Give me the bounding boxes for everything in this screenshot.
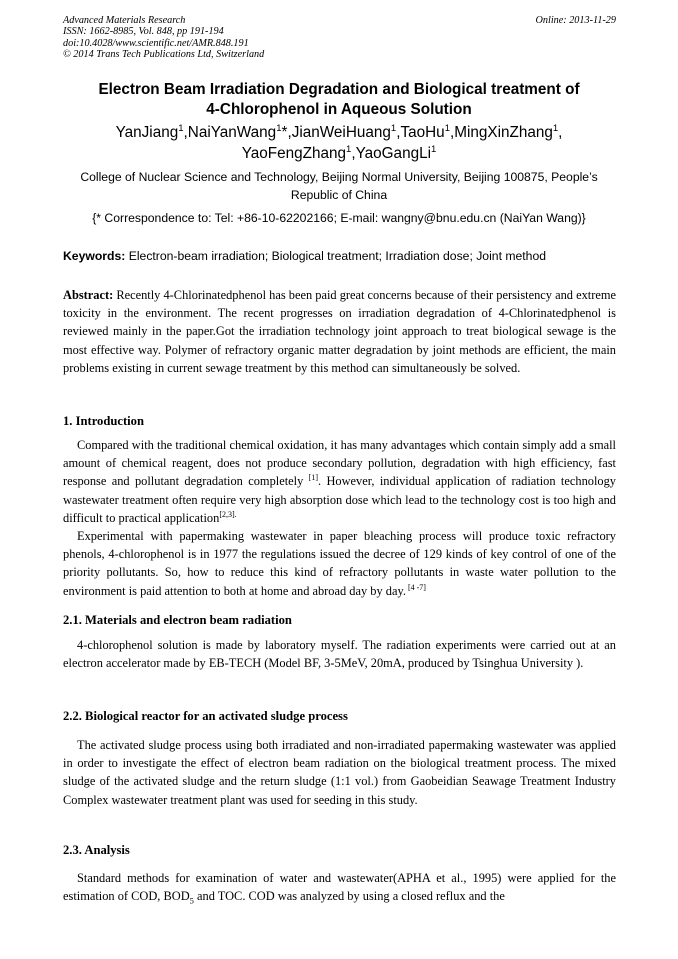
author-separator: ,	[558, 124, 563, 141]
author-name: YanJiang	[115, 124, 179, 141]
author-name: YaoFengZhang	[241, 145, 347, 162]
citation-1: [1]	[308, 473, 318, 483]
author-separator: ,	[351, 145, 356, 162]
keywords-label: Keywords:	[63, 249, 126, 263]
author-name: TaoHu	[400, 124, 445, 141]
section-heading-analysis: 2.3. Analysis	[63, 843, 130, 857]
reactor-body	[63, 736, 616, 809]
intro-body	[63, 436, 616, 600]
doi-line: doi:10.4028/www.scientific.net/AMR.848.191	[63, 37, 249, 49]
abstract-text: Recently 4-Chlorinatedphenol has been paid great concerns because of their persistency and extreme toxicity in the environment. The recent progresses on irradiation degradation of 4-Chlorinatedphenol is reviewed mainly in the paper.Got the irradiation technology joint approach to treat biological sewage is the most effective way. Polymer of refractory organic matter degradation by joint methods are efficient, the main problems existing in current sewage treatment by this method can simultaneously be solved.	[63, 288, 616, 375]
bod-subscript: 5	[189, 895, 194, 906]
author-separator: ,	[396, 124, 401, 141]
title-line-1: Electron Beam Irradiation Degradation and Biological treatment of	[98, 81, 580, 98]
corresponding-author-mark: *	[281, 124, 288, 141]
abstract	[63, 286, 616, 377]
author-affiliation-mark: 1	[178, 122, 184, 134]
reactor-paragraph: The activated sludge process using both irradiated and non-irradiated papermaking wastewater was applied in order to investigate the effect of electron beam radiation on the biological treatment process. The mixed sludge of the activated sludge and the return sludge (1:1 vol.) from Gaobeidian Seawage Treatment Industry Complex wastewater treatment plant was used for seeding in this study.	[63, 738, 616, 807]
materials-paragraph: 4-chlorophenol solution is made by laboratory myself. The radiation experiments were carried out at an electron accelerator made by EB-TECH (Model BF, 3-5MeV, 20mA, produced by Tsinghua University ).	[63, 638, 616, 671]
analysis-paragraph	[63, 869, 616, 905]
author-affiliation-mark: 1	[276, 122, 282, 134]
keywords-text: Electron-beam irradiation; Biological treatment; Irradiation dose; Joint method	[125, 249, 546, 263]
intro-p1-text-a: Compared with the traditional chemical oxidation, it has many advantages which contain simply add a small amount of chemical reagent, does not produce secondary pollution, degradation with high efficiency, fast response and pollutant degradation completely	[63, 438, 616, 489]
intro-p1-text-b: . However, individual application of radiation technology wastewater treatment often require very high absorption dose which lead to the technology cost is too high and difficult to practical application	[63, 474, 616, 525]
analysis-text-a: Standard methods for examination of water and wastewater(APHA et al., 1995) were applied for the estimation of COD, BOD	[63, 871, 616, 904]
author-name: JianWeiHuang	[291, 124, 391, 141]
author-separator: ,	[449, 124, 455, 141]
analysis-body	[63, 869, 616, 905]
intro-paragraph-1	[63, 436, 616, 527]
citation-2: [2,3].	[219, 509, 237, 519]
title-line-2: 4-Chlorophenol in Aqueous Solution	[206, 101, 472, 118]
affiliation	[55, 168, 623, 204]
section-heading-intro: 1. Introduction	[63, 414, 144, 428]
author-affiliation-mark: 1	[444, 122, 450, 134]
author-affiliation-mark: 1	[431, 143, 437, 155]
journal-name: Advanced Materials Research	[63, 15, 186, 26]
intro-p2-text: Experimental with papermaking wastewater in paper bleaching process will produce toxic refractory phenols, 4-chlorophenol is in 1977 the regulations issued the decree of 129 kinds of key control of one of the priority pollutants. So, how to reduce this kind of refractory pollutants in waste water pollution to the environment is paid attention to both at home and abroad day by day.	[63, 529, 616, 598]
section-heading-materials: 2.1. Materials and electron beam radiation	[63, 613, 292, 627]
issn-line: ISSN: 1662-8985, Vol. 848, pp 191-194	[63, 26, 224, 38]
author-name: YaoGangLi	[355, 145, 431, 162]
author-separator: ,	[183, 124, 188, 141]
citation-3: [4 -7]	[405, 582, 426, 592]
affiliation-line-1: College of Nuclear Science and Technology, Beijing Normal University, Beijing 100875, People’s	[80, 170, 598, 184]
materials-body	[63, 636, 616, 672]
author-separator: ,	[287, 124, 292, 141]
section-heading-reactor: 2.2. Biological reactor for an activated sludge process	[63, 709, 348, 723]
author-affiliation-mark: 1	[390, 122, 397, 134]
copyright-line: © 2014 Trans Tech Publications Ltd, Switzerland	[63, 49, 265, 61]
intro-paragraph-2	[63, 527, 616, 600]
author-name: MingXinZhang	[454, 124, 553, 141]
journal-header	[63, 15, 616, 61]
correspondence: {* Correspondence to: Tel: +86-10-62202166; E-mail: wangny@bnu.edu.cn (NaiYan Wang)}	[92, 211, 586, 225]
abstract-label: Abstract:	[63, 288, 114, 302]
author-name: NaiYanWang	[187, 124, 277, 141]
analysis-text-b: and TOC. COD was analyzed by using a closed reflux and the	[193, 889, 505, 904]
abstract-paragraph	[63, 286, 616, 377]
author-affiliation-mark: 1	[552, 122, 559, 134]
keywords	[63, 248, 618, 264]
paper-title	[40, 80, 638, 120]
author-list	[40, 122, 638, 164]
author-affiliation-mark: 1	[346, 143, 352, 155]
affiliation-line-2: Republic of China	[290, 188, 388, 202]
online-date: Online: 2013-11-29	[535, 15, 616, 26]
